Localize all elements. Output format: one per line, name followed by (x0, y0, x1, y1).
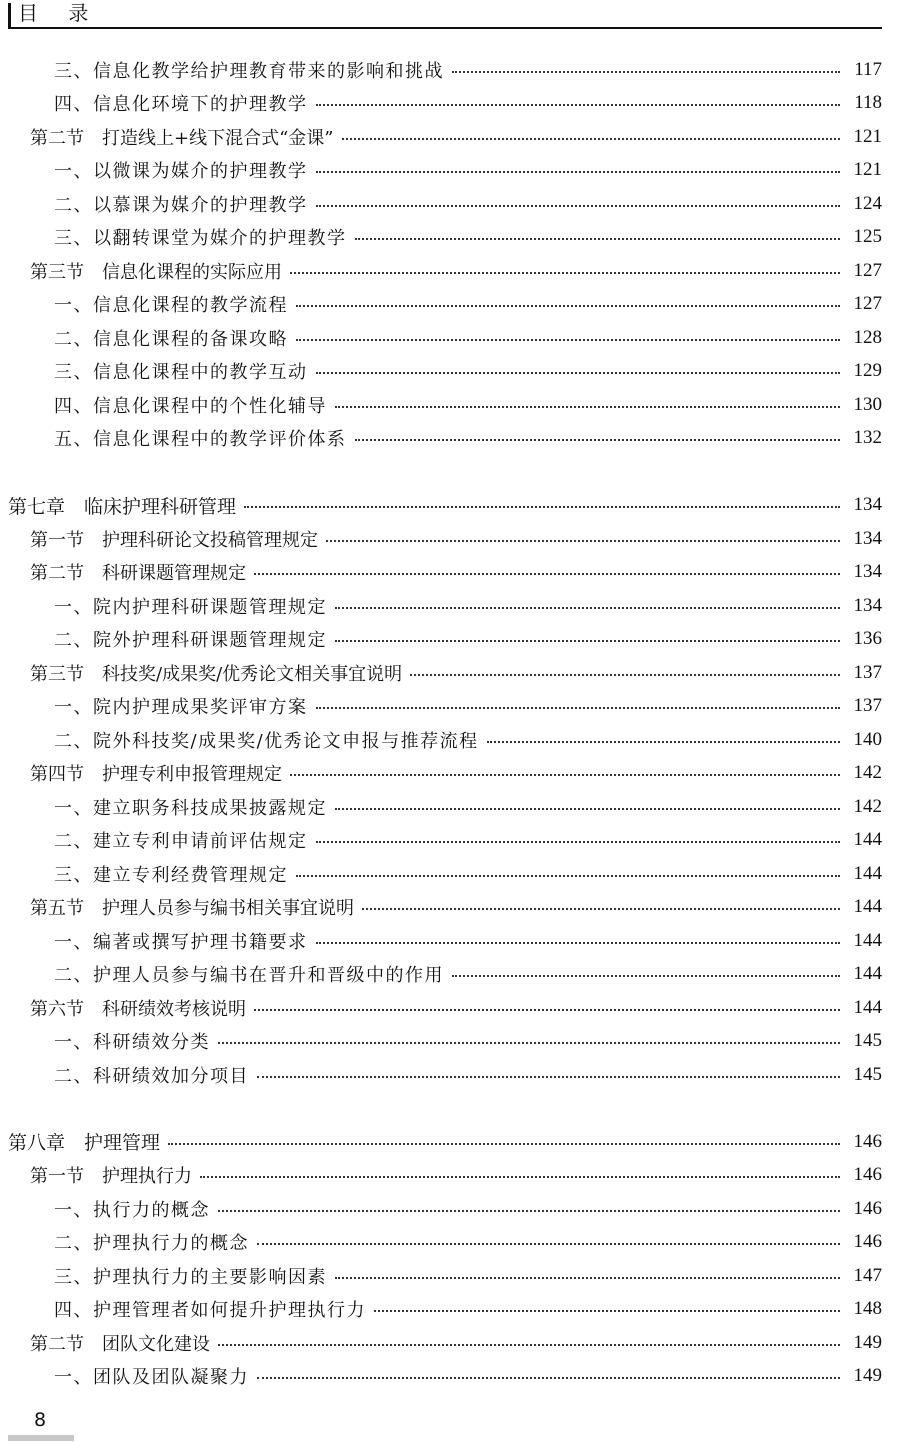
dot-leader (487, 741, 840, 743)
toc-subsection-entry[interactable] (0, 187, 900, 221)
dot-leader (362, 908, 840, 910)
toc-entry-page: 144 (853, 862, 882, 884)
dot-leader (290, 272, 840, 274)
table-of-contents (0, 53, 900, 1393)
toc-entry-page: 146 (853, 1130, 882, 1152)
toc-subsection-entry[interactable] (0, 422, 900, 456)
toc-subsection-entry[interactable] (0, 1226, 900, 1260)
page-footer (0, 1405, 900, 1442)
toc-entry-page: 140 (853, 728, 882, 750)
toc-entry-page: 146 (853, 1231, 882, 1253)
toc-subsection-entry[interactable] (0, 1192, 900, 1226)
dot-leader (218, 1042, 840, 1044)
toc-entry-page: 134 (853, 561, 882, 583)
dot-leader (335, 607, 840, 609)
toc-subsection-entry[interactable] (0, 1259, 900, 1293)
toc-entry-title: 三、护理执行力的主要影响因素 (54, 1266, 327, 1288)
toc-entry-title: 三、以翻转课堂为媒介的护理教学 (54, 228, 347, 250)
toc-subsection-entry[interactable] (0, 824, 900, 858)
toc-entry-title: 一、院内护理成果奖评审方案 (54, 697, 308, 719)
toc-entry-title: 四、护理管理者如何提升护理执行力 (54, 1300, 366, 1322)
toc-chapter-entry[interactable] (0, 1125, 900, 1159)
header-accent-bar (8, 3, 11, 29)
toc-subsection-entry[interactable] (0, 958, 900, 992)
toc-entry-title: 四、信息化环境下的护理教学 (54, 94, 308, 116)
toc-entry-page: 137 (853, 695, 882, 717)
toc-entry-page: 144 (853, 829, 882, 851)
dot-leader (452, 71, 840, 73)
toc-subsection-entry[interactable] (0, 321, 900, 355)
toc-entry-page: 144 (853, 963, 882, 985)
toc-subsection-entry[interactable] (0, 723, 900, 757)
toc-subsection-entry[interactable] (0, 1360, 900, 1394)
toc-entry-page: 127 (853, 293, 882, 315)
toc-entry-title: 第六节 科研绩效考核说明 (30, 998, 246, 1020)
dot-leader (316, 942, 841, 944)
dot-leader (257, 1377, 840, 1379)
toc-section-entry[interactable] (0, 120, 900, 154)
toc-entry-page: 145 (853, 1030, 882, 1052)
toc-entry-page: 142 (853, 795, 882, 817)
dot-leader (296, 305, 840, 307)
dot-leader (296, 339, 840, 341)
toc-entry-title: 二、信息化课程的备课攻略 (54, 328, 288, 350)
toc-entry-page: 132 (853, 427, 882, 449)
toc-entry-page: 118 (854, 92, 882, 114)
toc-entry-title: 二、院外科技奖/成果奖/优秀论文申报与推荐流程 (54, 730, 479, 752)
toc-entry-page: 134 (853, 527, 882, 549)
toc-entry-page: 144 (853, 896, 882, 918)
toc-entry-page: 121 (853, 159, 882, 181)
toc-subsection-entry[interactable] (0, 388, 900, 422)
toc-entry-page: 134 (853, 594, 882, 616)
toc-entry-title: 三、建立专利经费管理规定 (54, 864, 288, 886)
toc-subsection-entry[interactable] (0, 623, 900, 657)
toc-entry-page: 137 (853, 661, 882, 683)
toc-subsection-entry[interactable] (0, 1293, 900, 1327)
dot-leader (410, 674, 840, 676)
toc-entry-page: 142 (853, 762, 882, 784)
toc-entry-title: 第四节 护理专利申报管理规定 (30, 764, 282, 786)
dot-leader (335, 808, 840, 810)
toc-entry-title: 一、科研绩效分类 (54, 1032, 210, 1054)
toc-subsection-entry[interactable] (0, 154, 900, 188)
toc-entry-title: 第三节 信息化课程的实际应用 (30, 261, 282, 283)
toc-entry-page: 129 (853, 360, 882, 382)
toc-section-entry[interactable] (0, 254, 900, 288)
toc-entry-page: 127 (853, 259, 882, 281)
section-gap (0, 1092, 900, 1126)
toc-entry-title: 二、科研绩效加分项目 (54, 1065, 249, 1087)
dot-leader (257, 1243, 840, 1245)
dot-leader (316, 171, 841, 173)
dot-leader (316, 841, 841, 843)
toc-entry-page: 149 (853, 1365, 882, 1387)
toc-entry-title: 第一节 护理科研论文投稿管理规定 (30, 529, 318, 551)
toc-entry-title: 二、以慕课为媒介的护理教学 (54, 194, 308, 216)
section-gap (0, 455, 900, 489)
dot-leader (316, 372, 841, 374)
toc-subsection-entry[interactable] (0, 87, 900, 121)
dot-leader (296, 875, 840, 877)
toc-entry-title: 第一节 护理执行力 (30, 1166, 192, 1188)
toc-entry-page: 149 (853, 1331, 882, 1353)
toc-entry-title: 四、信息化课程中的个性化辅导 (54, 395, 327, 417)
toc-entry-title: 一、团队及团队凝聚力 (54, 1367, 249, 1389)
toc-entry-page: 130 (853, 393, 882, 415)
dot-leader (335, 640, 840, 642)
toc-entry-title: 第八章 护理管理 (8, 1132, 161, 1155)
toc-subsection-entry[interactable] (0, 288, 900, 322)
toc-entry-title: 一、院内护理科研课题管理规定 (54, 596, 327, 618)
toc-entry-title: 第二节 团队文化建设 (30, 1333, 210, 1355)
toc-entry-title: 第七章 临床护理科研管理 (8, 495, 237, 518)
dot-leader (374, 1310, 840, 1312)
toc-subsection-entry[interactable] (0, 1025, 900, 1059)
header-title: 目 录 (18, 1, 101, 25)
dot-leader (316, 205, 841, 207)
dot-leader (257, 1076, 840, 1078)
toc-section-entry[interactable] (0, 1159, 900, 1193)
dot-leader (244, 506, 840, 508)
dot-leader (218, 1210, 840, 1212)
footer-bar (8, 1435, 74, 1441)
toc-subsection-entry[interactable] (0, 221, 900, 255)
toc-entry-title: 第三节 科技奖/成果奖/优秀论文相关事宜说明 (30, 663, 403, 685)
toc-section-entry[interactable] (0, 556, 900, 590)
toc-entry-page: 146 (853, 1197, 882, 1219)
page-number: 8 (34, 1409, 47, 1431)
toc-entry-page: 136 (853, 628, 882, 650)
toc-entry-title: 一、执行力的概念 (54, 1199, 210, 1221)
toc-subsection-entry[interactable] (0, 53, 900, 87)
toc-entry-page: 144 (853, 929, 882, 951)
dot-leader (254, 573, 840, 575)
toc-section-entry[interactable] (0, 522, 900, 556)
dot-leader (316, 707, 841, 709)
toc-entry-page: 146 (853, 1164, 882, 1186)
toc-section-entry[interactable] (0, 757, 900, 791)
toc-entry-title: 二、建立专利申请前评估规定 (54, 831, 308, 853)
dot-leader (316, 104, 841, 106)
dot-leader (218, 1344, 840, 1346)
dot-leader (355, 238, 841, 240)
toc-subsection-entry[interactable] (0, 924, 900, 958)
dot-leader (452, 975, 840, 977)
toc-entry-title: 第二节 打造线上+线下混合式“金课” (30, 127, 334, 149)
toc-subsection-entry[interactable] (0, 690, 900, 724)
toc-chapter-entry[interactable] (0, 489, 900, 523)
toc-entry-page: 125 (853, 226, 882, 248)
toc-section-entry[interactable] (0, 1326, 900, 1360)
dot-leader (355, 439, 841, 441)
toc-entry-page: 128 (853, 326, 882, 348)
dot-leader (335, 1277, 840, 1279)
toc-section-entry[interactable] (0, 991, 900, 1025)
toc-subsection-entry[interactable] (0, 857, 900, 891)
toc-subsection-entry[interactable] (0, 790, 900, 824)
toc-entry-page: 121 (853, 125, 882, 147)
dot-leader (168, 1143, 840, 1145)
toc-entry-page: 117 (854, 58, 882, 80)
toc-entry-title: 一、以微课为媒介的护理教学 (54, 161, 308, 183)
dot-leader (290, 774, 840, 776)
toc-entry-page: 147 (853, 1264, 882, 1286)
toc-entry-title: 一、信息化课程的教学流程 (54, 295, 288, 317)
toc-entry-page: 145 (853, 1063, 882, 1085)
toc-entry-page: 148 (853, 1298, 882, 1320)
toc-entry-page: 124 (853, 192, 882, 214)
toc-entry-title: 一、建立职务科技成果披露规定 (54, 797, 327, 819)
toc-section-entry[interactable] (0, 656, 900, 690)
toc-subsection-entry[interactable] (0, 355, 900, 389)
toc-subsection-entry[interactable] (0, 1058, 900, 1092)
page-header (0, 0, 900, 30)
toc-entry-title: 三、信息化课程中的教学互动 (54, 362, 308, 384)
toc-entry-title: 第二节 科研课题管理规定 (30, 563, 246, 585)
dot-leader (326, 540, 840, 542)
toc-subsection-entry[interactable] (0, 589, 900, 623)
dot-leader (342, 138, 841, 140)
toc-entry-title: 五、信息化课程中的教学评价体系 (54, 429, 347, 451)
toc-entry-title: 二、护理人员参与编书在晋升和晋级中的作用 (54, 965, 444, 987)
toc-entry-page: 144 (853, 996, 882, 1018)
toc-entry-page: 134 (853, 494, 882, 516)
toc-entry-title: 二、护理执行力的概念 (54, 1233, 249, 1255)
toc-section-entry[interactable] (0, 891, 900, 925)
dot-leader (200, 1176, 840, 1178)
dot-leader (254, 1009, 840, 1011)
header-rule (8, 27, 882, 29)
toc-entry-title: 一、编著或撰写护理书籍要求 (54, 931, 308, 953)
toc-entry-title: 二、院外护理科研课题管理规定 (54, 630, 327, 652)
toc-entry-title: 三、信息化教学给护理教育带来的影响和挑战 (54, 60, 444, 82)
toc-entry-title: 第五节 护理人员参与编书相关事宜说明 (30, 898, 354, 920)
dot-leader (335, 406, 840, 408)
